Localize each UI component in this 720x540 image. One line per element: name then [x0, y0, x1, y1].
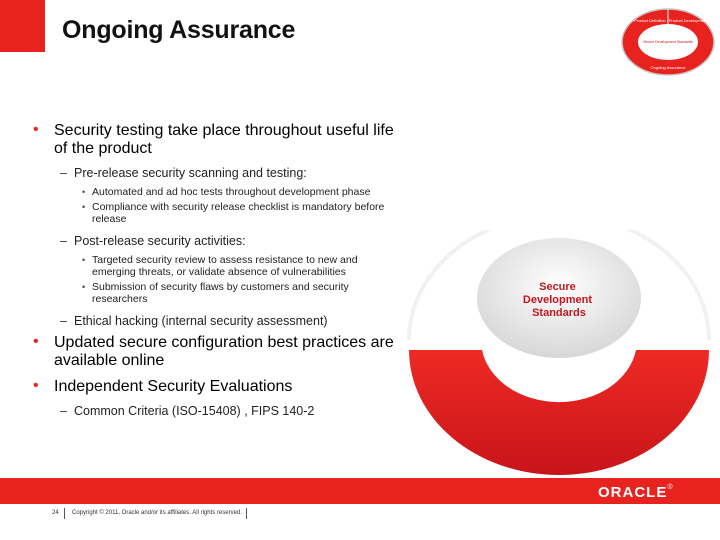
bullet-dash-icon: – — [60, 233, 67, 248]
bullet-l3: • Automated and ad hoc tests throughout development phase — [82, 186, 371, 198]
bullet-l3: • Compliance with security release checklist is mandatory before release — [82, 200, 385, 225]
bullet-dash-icon: – — [60, 166, 67, 180]
bullet-l2: – Common Criteria (ISO-15408) , FIPS 140-2 — [60, 403, 315, 418]
copyright-notice: Copyright © 2011, Oracle and/or its affiliates. All rights reserved. — [72, 510, 242, 516]
bullet-l1: • Independent Security Evaluations — [33, 376, 293, 395]
mini-lifecycle-wheel-icon — [620, 8, 716, 76]
bullet-dot-icon: • — [33, 376, 39, 394]
red-corner-tab — [0, 0, 45, 52]
bullet-dash-icon: – — [60, 403, 67, 418]
bullet-l3: • Submission of security flaws by customers and security researchers — [82, 280, 349, 305]
bullet-l3: • Targeted security review to assess resistance to new and emerging threats, or validate absence of vulnerabilities — [82, 253, 358, 278]
mini-wheel-segment-2: Product Development — [668, 18, 708, 23]
bullet-l1: • Updated secure configuration best practices are available online — [33, 332, 394, 369]
bullet-dot-icon: • — [82, 201, 86, 212]
bullet-list — [28, 122, 398, 424]
page-number: 24 — [52, 510, 59, 516]
bullet-dot-icon: • — [33, 121, 39, 138]
mini-wheel-segment-4: Ongoing Assurance — [650, 65, 686, 70]
slide-title: Ongoing Assurance — [62, 16, 296, 44]
bullet-dash-icon: – — [60, 313, 67, 328]
mini-wheel-segment-3: Secure Development Standards — [643, 40, 693, 44]
bullet-l2: – Ethical hacking (internal security assessment) — [60, 313, 328, 328]
bullet-l2: – Pre-release security scanning and testing: — [60, 166, 307, 180]
bullet-l1: • Security testing take place throughout useful life of the product — [33, 121, 394, 157]
mini-wheel-segment-1: Product Definition — [634, 18, 666, 23]
oracle-logo: ORACLE® — [598, 484, 674, 501]
ongoing-assurance-label: Ongoing Assurance — [525, 364, 593, 394]
footer-divider — [64, 508, 65, 519]
bullet-dot-icon: • — [82, 254, 86, 265]
hub-label: Secure Development Standards — [522, 281, 593, 319]
footer-divider — [246, 508, 247, 519]
lifecycle-wheel-diagram — [404, 230, 714, 480]
bullet-l2: – Post-release security activities: — [60, 233, 246, 248]
bullet-dot-icon: • — [33, 332, 39, 350]
bullet-dot-icon: • — [82, 187, 86, 197]
bullet-dot-icon: • — [82, 281, 86, 292]
